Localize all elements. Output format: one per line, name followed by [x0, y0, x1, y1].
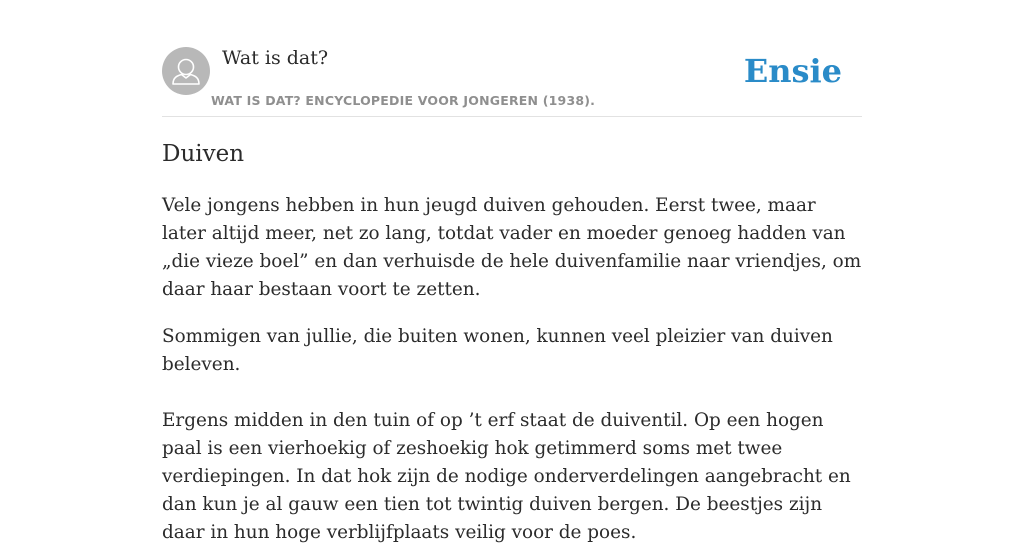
- author-name[interactable]: Wat is dat?: [222, 47, 329, 69]
- article-body: [162, 138, 864, 547]
- source-label[interactable]: WAT IS DAT? ENCYCLOPEDIE VOOR JONGEREN (1938).: [211, 93, 596, 108]
- article-title: Duiven: [162, 141, 245, 167]
- article-paragraph: Sommigen van jullie, die buiten wonen, kunnen veel pleizier van duiven beleven.: [162, 326, 833, 375]
- article-paragraph: Vele jongens hebben in hun jeugd duiven gehouden. Eerst twee, maar later altijd meer, net zo lang, totdat vader en moeder genoeg hadden van „die vieze boel” en dan verhuisde de hele duivenfamilie naar vriendjes, om daar haar bestaan voort te zetten.: [162, 195, 862, 300]
- article-header: [162, 46, 862, 117]
- article-paragraph: Ergens midden in den tuin of op ’t erf staat de duiventil. Op een hogen paal is een vierhoekig of zeshoekig hok getimmerd soms met twee verdiepingen. In dat hok zijn de nodige onderverdelingen aangebracht en dan kun je al gauw een tien tot twintig duiven bergen. De beestjes zijn daar in hun hoge verblijfplaats veilig voor de poes.: [162, 410, 851, 543]
- ensie-logo[interactable]: Ensie: [743, 52, 842, 90]
- user-icon: [162, 47, 210, 95]
- author-avatar[interactable]: [162, 47, 210, 95]
